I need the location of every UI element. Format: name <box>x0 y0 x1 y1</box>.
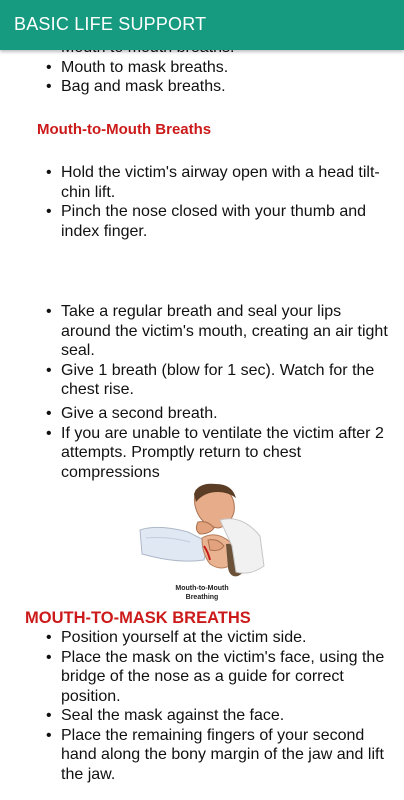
section-heading-mouth-to-mouth: Mouth-to-Mouth Breaths <box>37 121 212 138</box>
mask-steps-list <box>0 628 404 784</box>
list-item: • If you are unable to ventilate the victim after 2 attempts. Promptly return to chest compressions <box>0 424 404 483</box>
list-item: • Place the remaining fingers of your second hand along the bony margin of the jaw and lift the jaw. <box>0 726 404 785</box>
figure-caption-line2: Breathing <box>185 594 219 601</box>
list-item: • Seal the mask against the face. <box>0 706 404 726</box>
mouth-steps-list-1 <box>0 163 404 241</box>
list-item: • Bag and mask breaths. <box>0 77 404 97</box>
list-item: • Mouth to mask breaths. <box>0 58 404 78</box>
list-item: • Give 1 breath (blow for 1 sec). Watch for the chest rise. <box>0 361 404 400</box>
app-bar <box>0 0 404 50</box>
app-title: BASIC LIFE SUPPORT <box>14 14 207 34</box>
mouth-steps-list-3 <box>0 404 404 482</box>
section-heading-mouth-to-mask: MOUTH-TO-MASK BREATHS <box>25 609 251 627</box>
list-item: • Pinch the nose closed with your thumb and index finger. <box>0 202 404 241</box>
list-item: • Hold the victim's airway open with a head tilt-chin lift. <box>0 163 404 202</box>
list-item: • Place the mask on the victim's face, using the bridge of the nose as a guide for correct position. <box>0 648 404 707</box>
list-item: • Take a regular breath and seal your lips around the victim's mouth, creating an air tight seal. <box>0 302 404 361</box>
rescuer-and-victim-icon <box>138 480 266 604</box>
mouth-to-mouth-illustration <box>138 480 266 604</box>
list-item: • Position yourself at the victim side. <box>0 628 404 648</box>
figure-caption-line1: Mouth-to-Mouth <box>175 585 229 592</box>
mouth-steps-list-2 <box>0 302 404 400</box>
list-item: • Give a second breath. <box>0 404 404 424</box>
